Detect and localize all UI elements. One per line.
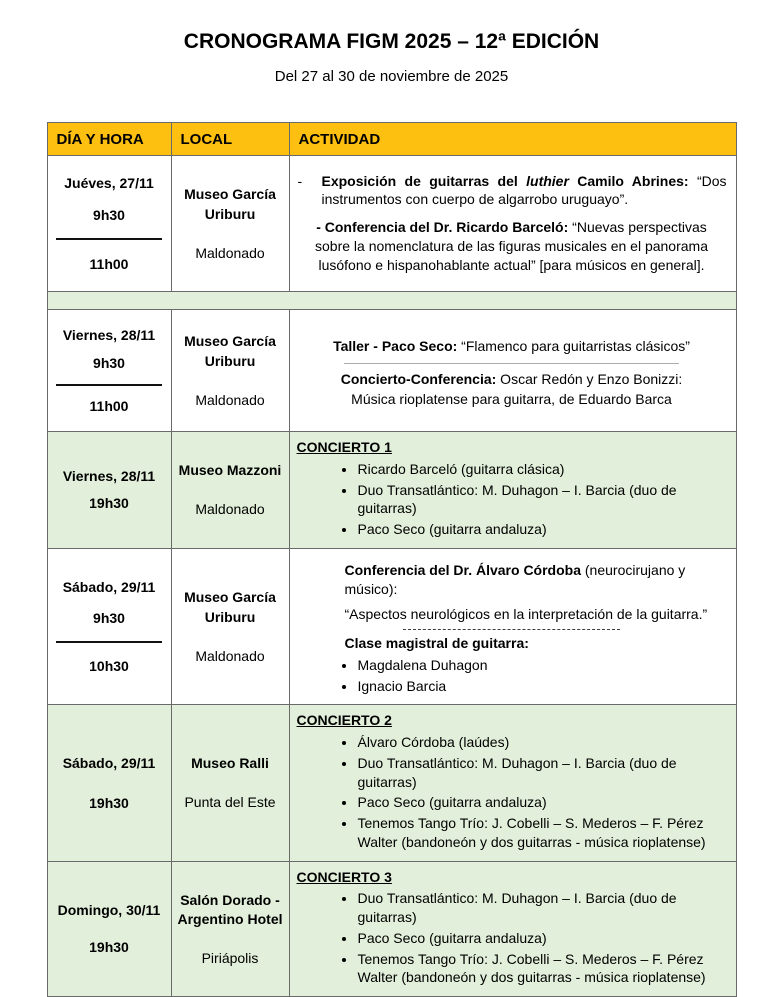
table-header-row (47, 123, 736, 156)
bullet-item: • Paco Seco (guitarra andaluza) (357, 793, 729, 812)
time-divider (56, 384, 162, 386)
venue-name: Museo García Uriburu (184, 333, 276, 369)
local-cell (171, 705, 289, 861)
time-label: 19h30 (89, 939, 129, 956)
venue-name: Salón Dorado - Argentino Hotel (177, 891, 283, 928)
venue-city: Punta del Este (184, 794, 276, 811)
bullet-item: • Ricardo Barceló (guitarra clásica) (357, 460, 729, 479)
venue-name: Museo García Uriburu (184, 589, 276, 625)
separator-line (344, 363, 678, 364)
venue-city: Piriápolis (201, 949, 259, 966)
day-label: Viernes, 28/11 (62, 468, 156, 485)
page-title: CRONOGRAMA FIGM 2025 – 12ª EDICIÓN (183, 30, 600, 53)
time-label: 19h30 (89, 794, 129, 811)
bullet-item: • Ignacio Barcia (357, 677, 729, 696)
bullet-item: • Tenemos Tango Trío: J. Cobelli – S. Mederos – F. Pérez Walter (bandoneón y dos guitarras - música rioplatense) (357, 814, 729, 852)
text-segment: - Conferencia del Dr. Ricardo Barceló: (316, 219, 569, 236)
activity-paragraph (295, 337, 729, 356)
text-segment: Oscar Redón y Enzo Bonizzi: (496, 371, 683, 388)
venue-name: Museo Ralli (191, 755, 269, 772)
column-header-dia-y-hora: DÍA Y HORA (47, 123, 171, 156)
concert-heading: CONCIERTO 3 (296, 868, 392, 885)
day-cell (47, 861, 171, 997)
page-subtitle: Del 27 al 30 de noviembre de 2025 (274, 68, 509, 85)
local-cell (171, 432, 289, 549)
day-label: Sábado, 29/11 (62, 755, 156, 772)
activity-bullet-list (295, 460, 729, 539)
text-segment: Clase magistral de guitarra: (344, 635, 529, 651)
day-cell (47, 156, 171, 292)
text-segment: (neurocirujano y músico): (344, 561, 686, 597)
venue-name: Museo García Uriburu (184, 186, 276, 222)
column-header-actividad: ACTIVIDAD (289, 123, 736, 156)
day-time-block (48, 727, 171, 838)
venue-block (172, 885, 289, 973)
activity-block (290, 325, 736, 415)
text-segment: Camilo Abrines: (568, 172, 689, 189)
day-time-block (48, 877, 171, 980)
activity-paragraph (295, 605, 729, 624)
text-segment: Concierto-Conferencia: (340, 371, 497, 388)
activity-cell (289, 432, 736, 549)
activity-block (290, 705, 736, 860)
time-divider (56, 238, 162, 240)
venue-block (172, 582, 289, 670)
time-label: 19h30 (89, 495, 129, 512)
day-time-block (48, 560, 171, 694)
day-cell (47, 705, 171, 861)
activity-block (290, 432, 736, 548)
bullet-item: • Magdalena Duhagon (357, 656, 729, 675)
activity-paragraph (295, 634, 729, 653)
paragraph-text (322, 172, 729, 210)
time-label: 9h30 (93, 609, 125, 626)
activity-block (290, 549, 736, 705)
time-label: 11h00 (89, 255, 129, 272)
venue-block (172, 179, 289, 267)
time-divider (56, 641, 162, 643)
activity-cell (289, 310, 736, 432)
time-label: 9h30 (93, 355, 125, 372)
schedule-row (47, 432, 736, 549)
day-label: Viernes, 28/11 (62, 326, 156, 343)
concert-heading: CONCIERTO 1 (296, 439, 392, 455)
activity-paragraph (295, 561, 729, 599)
bullet-item: • Duo Transatlántico: M. Duhagon – I. Barcia (duo de guitarras) (357, 889, 729, 927)
venue-city: Maldonado (195, 391, 265, 408)
activity-paragraph (295, 218, 729, 274)
text-segment: Exposición de guitarras del (321, 172, 527, 189)
bullet-item: • Paco Seco (guitarra andaluza) (357, 929, 729, 948)
day-cell (47, 310, 171, 432)
spacer-row (47, 292, 736, 310)
day-cell (47, 432, 171, 549)
local-cell (171, 861, 289, 997)
schedule-row (47, 861, 736, 997)
activity-block (290, 160, 736, 288)
activity-bullet-list (295, 656, 729, 696)
schedule-row (47, 156, 736, 292)
schedule-table-body (47, 156, 736, 997)
day-time-block (48, 310, 171, 431)
text-segment: Música rioplatense para guitarra, de Eduardo Barca (351, 390, 672, 407)
venue-city: Maldonado (195, 647, 265, 664)
text-segment: luthier (526, 172, 569, 189)
venue-city: Maldonado (195, 501, 265, 518)
local-cell (171, 548, 289, 705)
activity-paragraph (295, 390, 729, 409)
venue-block (172, 326, 289, 414)
bullet-item: • Álvaro Córdoba (laúdes) (357, 733, 729, 752)
schedule-row (47, 310, 736, 432)
schedule-row (47, 705, 736, 861)
schedule-row (47, 548, 736, 705)
day-cell (47, 548, 171, 705)
day-time-block (48, 156, 171, 291)
bullet-item: • Duo Transatlántico: M. Duhagon – I. Barcia (duo de guitarras) (357, 481, 729, 519)
day-label: Domingo, 30/11 (57, 902, 161, 919)
text-segment: Taller - Paco Seco: (333, 338, 458, 355)
text-segment: “Flamenco para guitarristas clásicos” (457, 338, 690, 355)
concert-heading: CONCIERTO 2 (296, 712, 392, 729)
activity-cell (289, 156, 736, 292)
venue-block (172, 455, 289, 524)
activity-cell (289, 705, 736, 861)
bullet-item: • Duo Transatlántico: M. Duhagon – I. Barcia (duo de guitarras) (357, 754, 729, 792)
activity-block (290, 862, 736, 997)
activity-cell (289, 548, 736, 705)
bullet-item: • Tenemos Tango Trío: J. Cobelli – S. Mederos – F. Pérez Walter (bandoneón y dos guitarras - música rioplatense) (357, 950, 729, 988)
day-label: Juéves, 27/11 (64, 175, 154, 192)
time-label: 11h00 (89, 398, 129, 415)
venue-block (172, 748, 289, 817)
day-label: Sábado, 29/11 (62, 578, 156, 595)
activity-cell (289, 861, 736, 997)
activity-bullet-list (295, 889, 729, 987)
spacer-cell (47, 292, 736, 310)
separator-line (403, 629, 620, 630)
time-label: 9h30 (93, 206, 125, 223)
text-segment: “Aspectos neurológicos en la interpretación de la guitarra.” (344, 606, 708, 623)
column-header-local: LOCAL (171, 123, 289, 156)
text-segment: Conferencia del Dr. Álvaro Córdoba (344, 561, 581, 578)
schedule-table (47, 122, 737, 997)
local-cell (171, 156, 289, 292)
bullet-item: • Paco Seco (guitarra andaluza) (357, 520, 729, 539)
text-segment: “Nuevas perspectivas sobre la nomenclatura de las figuras musicales en el panorama lusófono e hispanohablante actual” [para músicos en general]. (315, 219, 708, 273)
text-segment: “Dos instrumentos con cuerpo de algarrobo uruguayo”. (321, 172, 727, 208)
activity-bullet-list (295, 733, 729, 852)
list-dash-marker: - (297, 172, 303, 189)
activity-paragraph (295, 370, 729, 389)
day-time-block (48, 453, 171, 526)
venue-city: Maldonado (195, 244, 265, 261)
time-label: 10h30 (89, 658, 129, 675)
venue-name: Museo Mazzoni (178, 462, 282, 479)
activity-paragraph (295, 172, 729, 210)
local-cell (171, 310, 289, 432)
